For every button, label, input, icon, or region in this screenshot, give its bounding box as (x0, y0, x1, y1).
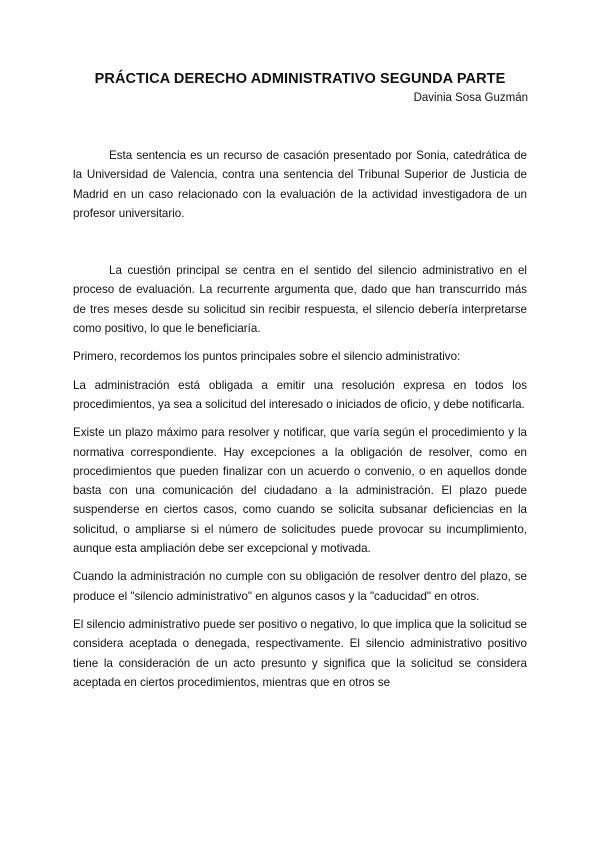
paragraph: Cuando la administración no cumple con su obligación de resolver dentro del plazo, se produce el "silencio administrativo" en algunos casos y la "caducidad" en otros. (73, 570, 527, 603)
paragraph: Existe un plazo máximo para resolver y notificar, que varía según el procedimiento y la normativa correspondiente. Hay excepciones a la obligación de resolver, como en procedimientos que pueden finalizar con un acuerdo o convenio, o en aquellos donde basta con una comunicación del ciudadano a la administración. El plazo puede suspenderse en ciertos casos, como cuando se solicita subsanar deficiencias en la solicitud, o ampliarse si el número de solicitudes puede provocar su incumplimiento, aunque esta ampliación debe ser excepcional y motivada. (73, 426, 527, 556)
paragraph: Primero, recordemos los puntos principales sobre el silencio administrativo: (73, 350, 461, 364)
document-body (73, 146, 527, 692)
document-title: PRÁCTICA DERECHO ADMINISTRATIVO SEGUNDA PARTE (94, 71, 506, 87)
paragraph: La administración está obligada a emitir una resolución expresa en todos los procedimientos, ya sea a solicitud del interesado o iniciados de oficio, y debe notificarla. (73, 378, 527, 411)
paragraph: La cuestión principal se centra en el sentido del silencio administrativo en el proceso de evaluación. La recurrente argumenta que, dado que han transcurrido más de tres meses desde su solicitud sin recibir respuesta, el silencio debería interpretarse como positivo, lo que le beneficiaría. (73, 264, 527, 336)
paragraph: Esta sentencia es un recurso de casación presentado por Sonia, catedrática de la Universidad de Valencia, contra una sentencia del Tribunal Superior de Justicia de Madrid en un caso relacionado con la evaluación de la actividad investigadora de un profesor universitario. (73, 149, 527, 220)
paragraph: El silencio administrativo puede ser positivo o negativo, lo que implica que la solicitud se considera aceptada o denegada, respectivamente. El silencio administrativo positivo tiene la consideración de un acto presunto y significa que la solicitud se considera aceptada en ciertos procedimientos, mientras que en otros se (73, 617, 527, 689)
author-name: Davinia Sosa Guzmán (413, 92, 528, 104)
